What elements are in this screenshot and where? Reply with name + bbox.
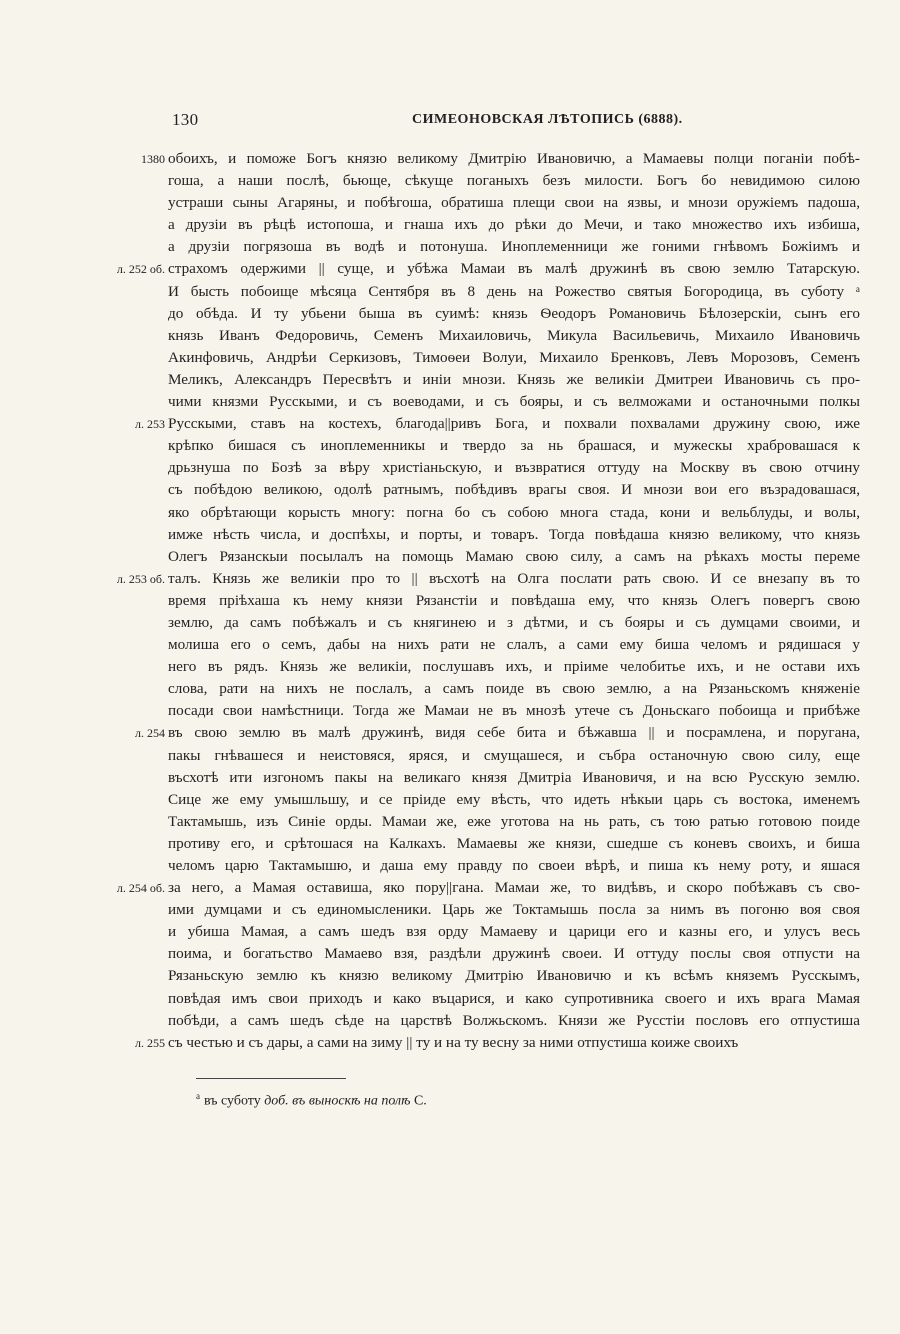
text-line [0,347,900,369]
line-text: молиша его о семъ, дабы на нихъ рати не слалъ, а сами ему биша челомъ и рядишася у [168,636,860,654]
line-text: до обѣда. И ту убьени быша въ суимѣ: князь Ѳеодоръ Романовичь Бѣлозерскіи, сынъ его [168,304,860,322]
line-text: Рязаньскую землю къ князю великому Дмитрію Ивановичю и къ всѣмъ княземъ Русскымъ, [168,967,860,985]
line-text: повѣдая имъ свои приходъ и како въцарися, и како супротивника своего и ихъ врага Мамая [168,989,860,1007]
margin-note: л. 254 [135,726,165,741]
line-text: землю, да самъ побѣжалъ и съ княгинею и з дѣтми, и съ бояры и съ думцами своими, и [168,613,860,631]
text-line [0,965,900,987]
margin-note: л. 253 об. [116,571,165,586]
line-text: устраши сыны Агаряны, и побѣгоша, обратиша плещи свои на язвы, и мнози оружіемъ падоша, [168,194,860,212]
line-text: челомъ царю Тактамышю, и даша ему правду по своеи вѣрѣ, и пиша къ нему роту, и яшася [168,857,860,874]
text-line [0,303,900,325]
text-line [0,236,900,258]
text-line [0,214,900,236]
text-line [0,369,900,391]
footnote [196,1091,427,1110]
running-title: СИМЕОНОВСКАЯ ЛѢТОПИСЬ (6888). [412,112,683,127]
line-text: Тактамышь, изъ Синіе орды. Мамаи же, еже уготова на нь рать, съ тою ратью готовою поиде [168,812,860,830]
text-line [0,1010,900,1032]
line-text: съ честью и съ дары, а сами на зиму || ту и на ту весну за ними отпустиша коиже своихъ [168,1033,739,1051]
line-text: поима, и богатьство Мамаево взя, раздѣли дружинѣ своеи. И оттуду послы своя отпусти на [168,945,860,963]
line-text: ими думцами и съ единомысленики. Царь же Токтамышь посла за нимъ въ погоню воя своя [168,901,860,919]
line-text: чими князми Русскыми, и съ воеводами, и съ бояры, и съ велможами и останочными полкы [168,393,860,411]
page-number: 130 [172,110,199,129]
margin-note: л. 252 об. [116,262,165,277]
line-text: гоша, а наши послѣ, бьюще, сѣкуще поганыхъ безъ милости. Богъ бо невидимою силою [168,172,860,190]
text-line [0,479,900,501]
line-text: Сице же ему умышльшу, и се пріиде ему вѣсть, что идеть нѣкыи царь съ востока, именемъ [168,790,860,808]
text-line [0,789,900,811]
text-line [0,435,900,457]
text-line [0,634,900,656]
footnote-source: С. [413,1093,427,1109]
line-text: яко обрѣтающи корысть многу: погна бо съ собою многа стада, кони и вельблуды, и волы, [168,503,860,521]
line-text: слова, рати на нихъ не послалъ, а самъ поиде въ свою землю, а на Рязаньскомъ княженіе [168,680,860,698]
chronicle-text [0,148,900,1054]
line-text: крѣпко бишася съ иноплеменникы и твердо за нь брашася, и мужескы храбровашася к [168,437,860,455]
line-text: обоихъ, и поможе Богъ князю великому Дмитрію Ивановичю, а Мамаевы полци поганіи побѣ- [168,150,860,167]
text-line [0,590,900,612]
text-line [0,921,900,943]
text-line [0,899,900,921]
footnote-note: доб. въ выноскѣ на полѣ [264,1093,411,1109]
text-line [0,502,900,524]
line-text: а друзіи въ рѣцѣ истопоша, и гнаша ихъ до рѣки до Мечи, и тако множество ихъ избиша, [168,216,860,234]
line-text: и убиша Мамая, а самъ шедъ взя орду Мамаеву и царици его и казны его, и улусъ весь [168,923,860,941]
text-line [0,546,900,568]
footnote-text: въ суботу [204,1093,261,1109]
text-line [0,148,900,170]
line-text: въ свою землю въ малѣ дружинѣ, видя себе бита и бѣжавша || и посрамлена, и поругана, [168,724,860,742]
line-text: страхомъ одержими || суще, и убѣжа Мамаи въ малѣ дружинѣ въ свою землю Татарскую. [168,260,860,278]
line-text: дрьзнуша по Бозѣ за вѣру христіаньскую, и възвратися оттуду на Москву въ свою отчину [168,459,860,477]
text-line [0,722,900,744]
text-line [0,612,900,634]
margin-note: л. 253 [135,417,165,432]
footnote-marker: а [196,1091,200,1101]
line-text: Меликъ, Александръ Пересвѣтъ и иніи мнози. Князь же великіи Дмитреи Ивановичь съ про- [168,370,860,388]
text-line [0,170,900,192]
line-text: пакы гнѣвашеся и неистовяся, яряся, и смущашеся, и събра останочную свою силу, еще [168,746,860,764]
line-text: время пріѣхаша къ нему князи Рязанстіи и повѣдаша ему, что князь Олегъ повергъ свою [168,591,860,609]
line-text: съ побѣдою великою, одолѣ ратнымъ, побѣдивъ врагы своя. И мнози вои его възрадовашася, [168,481,860,499]
text-line [0,855,900,877]
line-text: имже нѣсть числа, и доспѣхы, и порты, и товаръ. Тогда повѣдаша князю великому, что князь [168,525,860,543]
line-text: а друзіи погрязоша въ водѣ и потонуша. Иноплеменници же гоними гнѣвомъ Божіимъ и [168,238,860,256]
text-line [0,325,900,347]
text-line [0,656,900,678]
line-text: Русскыми, ставъ на костехъ, благода||ривъ Бога, и похвали похвалами дружину свою, иже [168,415,860,433]
footnote-divider [196,1078,346,1079]
text-line [0,678,900,700]
text-line [0,568,900,590]
text-line [0,192,900,214]
line-text: противу его, и срѣтошася на Калкахъ. Мамаевы же князи, сшедше съ коневъ своихъ, и биша [168,834,860,852]
text-line [0,811,900,833]
text-line [0,988,900,1010]
text-line [0,833,900,855]
line-text: него въ рядъ. Князь же великіи, послушавъ ихъ, и пріиме челобитье ихъ, и не остави ихъ [168,658,860,676]
line-text: князь Иванъ Федоровичь, Семенъ Михаиловичь, Микула Васильевичь, Михаило Ивановичь [168,326,860,344]
text-line [0,281,900,303]
text-line [0,877,900,899]
line-text: посади свои намѣстници. Тогда же Мамаи не въ мнозѣ утече съ Доньскаго побоища и прибѣже [168,702,860,720]
line-text: талъ. Князь же великіи про то || въсхотѣ на Олга послати рать свою. И се внезапу въ то [168,569,860,587]
margin-note: л. 254 об. [116,881,165,896]
text-line [0,524,900,546]
line-text: въсхотѣ ити изгономъ пакы на великаго князя Дмитріа Ивановичя, и на всю Русскую землю. [168,768,860,786]
text-line [0,943,900,965]
line-text: за него, а Мамая оставиша, яко пору||гана. Мамаи же, то видѣвъ, и скоро побѣжавъ съ сво- [168,879,860,897]
line-text: побѣди, а самъ шедъ сѣде на царствѣ Волжьскомъ. Князи же Русстіи пословъ его отпустиша [168,1011,860,1029]
text-line [0,745,900,767]
line-text: И бысть побоище мѣсяца Сентября въ 8 день на Рожество святыя Богородица, въ суботу ᵃ [168,282,860,300]
line-text: Акинфовичь, Андрѣи Серкизовъ, Тимоѳеи Волуи, Михаило Бренковъ, Левъ Морозовъ, Семенъ [168,348,860,366]
line-text: Олегъ Рязанскыи посылалъ на помощь Мамаю свою силу, а самъ на рѣкахъ мосты переме [168,547,860,565]
text-line [0,1032,900,1054]
text-line [0,258,900,280]
margin-note: л. 255 [135,1035,165,1050]
text-line [0,391,900,413]
text-line [0,413,900,435]
text-line [0,767,900,789]
text-line [0,700,900,722]
text-line [0,457,900,479]
margin-note: 1380 [141,152,165,166]
